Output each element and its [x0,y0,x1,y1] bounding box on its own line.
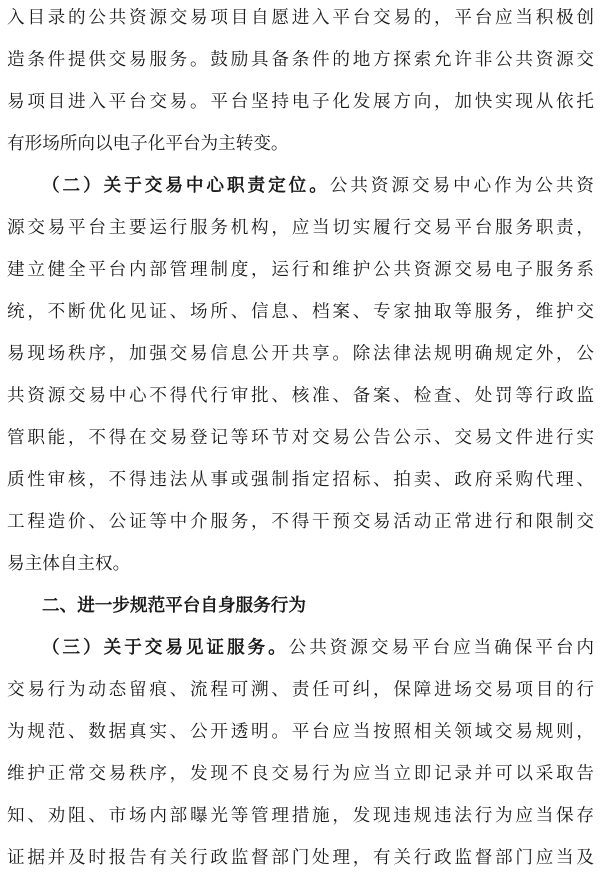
paragraph-line: 证据并及时报告有关行政监督部门处理，有关行政监督部门应当及 [7,848,594,868]
paragraph-line: 交易行为动态留痕、流程可溯、责任可纠，保障进场交易项目的行 [7,680,594,700]
paragraph-line: 维护正常交易秩序，发现不良交易行为应当立即记录并可以采取告 [7,764,594,784]
paragraph-line: 建立健全平台内部管理制度，运行和维护公共资源交易电子服务系 [7,260,594,280]
paragraph-line: 有形场所向以电子化平台为主转变。 [7,134,289,154]
paragraph-line: 管职能，不得在交易登记等环节对交易公告公示、交易文件进行实 [7,428,594,448]
paragraph-line: 源交易平台主要运行服务机构，应当切实履行交易平台服务职责， [7,218,594,238]
section-heading: 二、进一步规范平台自身服务行为 [42,596,306,616]
paragraph-line: 工程造价、公证等中介服务，不得干预交易活动正常进行和限制交 [7,512,594,532]
paragraph-line: 为规范、数据真实、公开透明。平台应当按照相关领域交易规则， [7,722,594,742]
section-lead: （二）关于交易中心职责定位。 [42,176,330,196]
section-lead: （三）关于交易见证服务。 [42,638,289,658]
paragraph-line: 质性审核，不得违法从事或强制指定招标、拍卖、政府采购代理、 [7,470,594,490]
section-first-line [0,172,600,200]
paragraph-line: 统，不断优化见证、场所、信息、档案、专家抽取等服务，维护交 [7,302,594,322]
paragraph-line: 易项目进入平台交易。平台坚持电子化发展方向，加快实现从依托 [7,92,594,112]
section-first-line [0,634,600,662]
section-text: 公共资源交易平台应当确保平台内 [288,638,594,658]
section-text: 公共资源交易中心作为公共资 [329,176,594,196]
paragraph-line: 入目录的公共资源交易项目自愿进入平台交易的，平台应当积极创 [7,8,594,28]
paragraph-line: 共资源交易中心不得代行审批、核准、备案、检查、处罚等行政监 [7,386,594,406]
paragraph-line: 造条件提供交易服务。鼓励具备条件的地方探索允许非公共资源交 [7,50,594,70]
paragraph-line: 易主体自主权。 [7,554,131,574]
paragraph-line: 知、劝阻、市场内部曝光等管理措施，发现违规违法行为应当保存 [7,806,594,826]
paragraph-line: 易现场秩序，加强交易信息公开共享。除法律法规明确规定外，公 [7,344,594,364]
